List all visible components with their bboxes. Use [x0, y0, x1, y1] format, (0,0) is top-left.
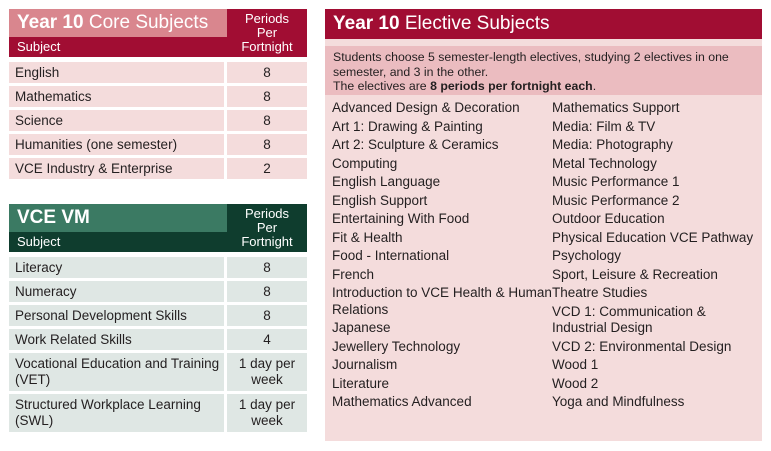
- list-item: VCD 1: Communication & Industrial Design: [552, 303, 706, 335]
- table-row: [9, 353, 307, 391]
- table-row: [9, 394, 307, 432]
- list-item: Psychology: [552, 248, 622, 263]
- intro-line-1: Students choose 5 semester-length electives, studying 2 electives in one semester, and 3 in the other.: [333, 50, 729, 79]
- core-periods-label: [227, 9, 307, 57]
- list-item: VCD 2: Environmental Design: [552, 338, 732, 354]
- table-row: [9, 329, 307, 350]
- list-item: Theatre Studies: [552, 285, 648, 300]
- list-item: Fit & Health: [332, 229, 403, 245]
- subject-name: VCE Industry & Enterprise: [9, 158, 224, 179]
- periods-value: 8: [227, 134, 307, 155]
- periods-value: 8: [227, 86, 307, 107]
- periods-value: 1 day per week: [227, 394, 307, 432]
- list-item: Literature: [332, 375, 390, 391]
- subject-name: Numeracy: [9, 281, 224, 302]
- core-header: [9, 9, 307, 57]
- elective-title-bold: Year 10: [333, 13, 400, 34]
- list-item: French: [332, 266, 375, 282]
- list-item: Mathematics Support: [552, 100, 680, 115]
- core-subjects-table: [9, 9, 307, 182]
- list-item: Media: Photography: [552, 137, 673, 152]
- list-item: Metal Technology: [552, 155, 657, 171]
- periods-value: 8: [227, 305, 307, 326]
- elective-intro: [325, 46, 762, 95]
- list-item: Advanced Design & Decoration: [332, 100, 520, 115]
- list-item: Music Performance 2: [552, 192, 680, 208]
- periods-value: 8: [227, 62, 307, 83]
- periods-value: 4: [227, 329, 307, 350]
- list-item: Wood 2: [552, 375, 599, 391]
- elective-title-rest: Elective Subjects: [404, 13, 550, 34]
- list-item: Computing: [332, 155, 398, 171]
- vm-periods-line: Fortnight: [241, 234, 293, 249]
- list-item: Japanese: [332, 320, 391, 335]
- core-periods-line: Periods: [244, 11, 290, 26]
- vce-vm-table: [9, 204, 307, 435]
- list-item: Yoga and Mindfulness: [552, 394, 685, 409]
- table-row: [9, 86, 307, 107]
- table-row: [9, 281, 307, 302]
- list-item: Jewellery Technology: [332, 338, 461, 354]
- table-row: [9, 158, 307, 179]
- subject-name: Structured Workplace Learning (SWL): [9, 394, 224, 432]
- vm-rows: [9, 257, 307, 432]
- list-item: Food - International: [332, 248, 450, 263]
- vm-periods-label: [227, 204, 307, 252]
- list-item: Wood 1: [552, 357, 599, 372]
- list-item: Introduction to VCE Health & Human Relations: [332, 285, 552, 317]
- intro-period: .: [592, 79, 597, 93]
- periods-value: 8: [227, 110, 307, 131]
- subject-name: Vocational Education and Training (VET): [9, 353, 224, 391]
- list-item: Media: Film & TV: [552, 118, 656, 134]
- vm-periods-line: Per: [256, 220, 278, 235]
- subject-name: Literacy: [9, 257, 224, 278]
- periods-value: 2: [227, 158, 307, 179]
- subject-name: Personal Development Skills: [9, 305, 224, 326]
- list-item: Mathematics Advanced: [332, 394, 472, 409]
- core-periods-line: Per: [256, 25, 278, 40]
- elective-columns: [325, 100, 762, 413]
- intro-bold: 8 periods per fortnight each: [430, 79, 593, 93]
- subject-name: Work Related Skills: [9, 329, 224, 350]
- list-item: Art 2: Sculpture & Ceramics: [332, 137, 499, 152]
- list-item: Music Performance 1: [552, 174, 680, 189]
- vm-header: [9, 204, 307, 252]
- periods-value: 8: [227, 257, 307, 278]
- core-title-rest: Core Subjects: [88, 12, 209, 33]
- vm-title-text: VCE VM: [17, 207, 90, 228]
- subject-name: Humanities (one semester): [9, 134, 224, 155]
- table-row: [9, 257, 307, 278]
- elective-column-2: [552, 100, 762, 413]
- elective-column-1: [332, 100, 552, 413]
- list-item: Sport, Leisure & Recreation: [552, 266, 718, 282]
- core-title-bold: Year 10: [17, 12, 84, 33]
- core-title: [9, 9, 227, 37]
- core-rows: [9, 62, 307, 179]
- elective-subjects-panel: [325, 9, 762, 441]
- intro-line-2: [333, 79, 754, 94]
- list-item: Entertaining With Food: [332, 211, 470, 226]
- subject-name: Mathematics: [9, 86, 224, 107]
- vm-periods-line: Periods: [244, 206, 290, 221]
- table-row: [9, 110, 307, 131]
- vm-title: [9, 204, 227, 232]
- list-item: Outdoor Education: [552, 211, 665, 226]
- periods-value: 8: [227, 281, 307, 302]
- intro-text: The electives are: [333, 79, 431, 93]
- subject-name: English: [9, 62, 224, 83]
- elective-title: [325, 9, 762, 39]
- core-periods-line: Fortnight: [241, 39, 293, 54]
- table-row: [9, 62, 307, 83]
- core-subject-label: Subject: [9, 37, 227, 57]
- list-item: Art 1: Drawing & Painting: [332, 118, 483, 134]
- periods-value: 1 day per week: [227, 353, 307, 391]
- list-item: English Language: [332, 174, 441, 189]
- table-row: [9, 305, 307, 326]
- table-row: [9, 134, 307, 155]
- vm-subject-label: Subject: [9, 232, 227, 252]
- subject-name: Science: [9, 110, 224, 131]
- list-item: English Support: [332, 192, 428, 208]
- list-item: Physical Education VCE Pathway: [552, 229, 754, 245]
- list-item: Journalism: [332, 357, 398, 372]
